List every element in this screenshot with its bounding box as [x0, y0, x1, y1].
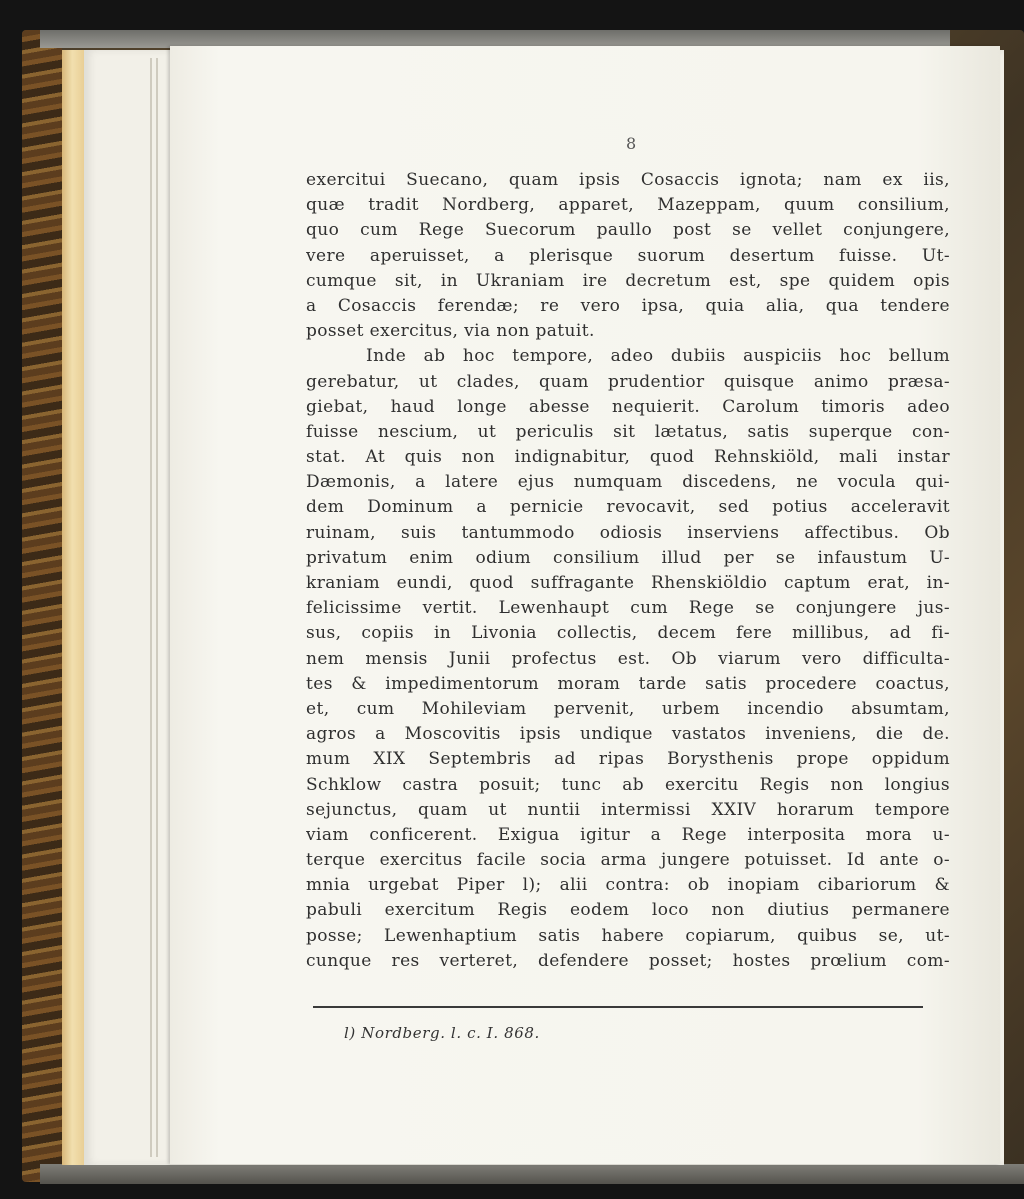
page-number: 8: [626, 134, 637, 153]
text-line: et, cum Mohileviam pervenit, urbem incendio absumtam,: [306, 698, 950, 719]
text-line: quo cum Rege Suecorum paullo post se vellet conjungere,: [306, 220, 950, 241]
text-line: gerebatur, ut clades, quam prudentior quisque animo præsa-: [306, 371, 950, 392]
text-line: privatum enim odium consilium illud per se infaustum U-: [306, 547, 950, 568]
text-line: posset exercitus, via non patuit.: [306, 321, 595, 342]
text-line: agros a Moscovitis ipsis undique vastatos inveniens, die de.: [306, 724, 950, 745]
text-line: nem mensis Junii profectus est. Ob viarum vero difficulta-: [306, 648, 950, 669]
text-line: giebat, haud longe abesse nequierit. Carolum timoris adeo: [306, 396, 950, 417]
text-line: viam conficerent. Exigua igitur a Rege interposita mora u-: [306, 824, 950, 845]
text-line: ruinam, suis tantummodo odiosis inserviens affectibus. Ob: [306, 522, 950, 543]
text-line: cumque sit, in Ukraniam ire decretum est, spe quidem opis: [306, 270, 950, 291]
text-line: Inde ab hoc tempore, adeo dubiis auspiciis hoc bellum: [366, 346, 950, 367]
text-line: vere aperuisset, a plerisque suorum desertum fuisse. Ut-: [306, 245, 950, 266]
marbled-cover-edge: [22, 30, 62, 1182]
text-line: mum XIX Septembris ad ripas Borysthenis prope oppidum: [306, 749, 950, 770]
footnote-rule: [313, 1006, 923, 1008]
text-line: tes & impedimentorum moram tarde satis procedere coactus,: [306, 673, 950, 694]
body-text: [306, 168, 950, 974]
cover-bottom-edge: [40, 1164, 1024, 1184]
text-line: cunque res verteret, defendere posset; hostes prœlium com-: [306, 950, 950, 971]
text-line: a Cosaccis ferendæ; re vero ipsa, quia alia, qua tendere: [306, 295, 950, 316]
text-line: exercitui Suecano, quam ipsis Cosaccis ignota; nam ex iis,: [306, 170, 950, 190]
text-line: terque exercitus facile socia arma jungere potuisset. Id ante o-: [306, 850, 950, 871]
text-line: fuisse nescium, ut periculis sit lætatus, satis superque con-: [306, 421, 950, 442]
text-line: sejunctus, quam ut nuntii intermissi XXIV horarum tempore: [306, 799, 950, 820]
text-line: dem Dominum a pernicie revocavit, sed potius acceleravit: [306, 497, 950, 518]
text-line: stat. At quis non indignabitur, quod Rehnskiöld, mali instar: [306, 447, 950, 468]
text-line: sus, copiis in Livonia collectis, decem fere millibus, ad fi-: [306, 623, 950, 644]
text-line: mnia urgebat Piper l); alii contra: ob inopiam cibariorum &: [306, 875, 950, 896]
text-line: Schklow castra posuit; tunc ab exercitu Regis non longius: [306, 774, 950, 795]
text-line: pabuli exercitum Regis eodem loco non diutius permanere: [306, 900, 950, 921]
text-line: felicissime vertit. Lewenhaupt cum Rege se conjungere jus-: [306, 598, 950, 619]
text-line: quæ tradit Nordberg, apparet, Mazeppam, quum consilium,: [306, 195, 950, 216]
text-line: Dæmonis, a latere ejus numquam discedens, ne vocula qui-: [306, 472, 950, 493]
text-line: posse; Lewenhaptium satis habere copiarum, quibus se, ut-: [306, 925, 950, 946]
text-line: kraniam eundi, quod suffragante Rhenskiöldio captum erat, in-: [306, 573, 950, 593]
footnote: l) Nordberg. l. c. I. 868.: [344, 1024, 540, 1042]
